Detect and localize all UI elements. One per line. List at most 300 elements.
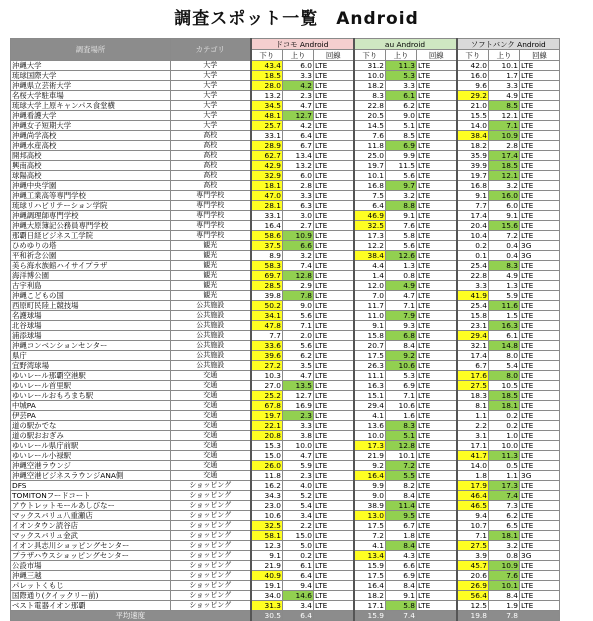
cell-docomo-up: 5.9 xyxy=(283,461,314,471)
cell-place: 北谷球場 xyxy=(11,321,171,331)
cell-category: 大学 xyxy=(171,71,251,81)
cell-au-line: LTE xyxy=(417,531,457,541)
cell-docomo-up: 7.8 xyxy=(283,291,314,301)
cell-docomo-up: 6.7 xyxy=(283,141,314,151)
cell-docomo-up: 6.0 xyxy=(283,171,314,181)
cell-place: 浦添球場 xyxy=(11,331,171,341)
cell-softbank-line: LTE xyxy=(520,461,560,471)
cell-docomo-down: 67.8 xyxy=(251,401,283,411)
cell-au-line: LTE xyxy=(417,581,457,591)
cell-docomo-up: 6.2 xyxy=(283,351,314,361)
cell-docomo-down: 32.5 xyxy=(251,521,283,531)
cell-docomo-down: 28.5 xyxy=(251,281,283,291)
table-row xyxy=(11,181,560,191)
cell-au-down: 17.3 xyxy=(354,441,386,451)
cell-docomo-up: 4.7 xyxy=(283,101,314,111)
cell-au-up: 6.2 xyxy=(386,101,417,111)
cell-au-down: 7.0 xyxy=(354,291,386,301)
cell-docomo-down: 58.3 xyxy=(251,261,283,271)
table-row xyxy=(11,581,560,591)
table-row xyxy=(11,491,560,501)
table-row xyxy=(11,591,560,601)
cell-au-line: LTE xyxy=(417,201,457,211)
cell-category: ショッピング xyxy=(171,531,251,541)
cell-softbank-up: 18.1 xyxy=(489,531,520,541)
cell-place: 那覇日経ビジネス工学院 xyxy=(11,231,171,241)
cell-docomo-down: 8.9 xyxy=(251,251,283,261)
cell-au-down: 4.1 xyxy=(354,411,386,421)
header-au: au Android xyxy=(354,39,457,50)
cell-softbank-up: 3.2 xyxy=(489,181,520,191)
cell-au-up: 9.3 xyxy=(386,321,417,331)
cell-docomo-line: LTE xyxy=(314,81,354,91)
cell-au-down: 19.7 xyxy=(354,161,386,171)
cell-docomo-line: LTE xyxy=(314,541,354,551)
cell-docomo-up: 13.5 xyxy=(283,381,314,391)
average-row xyxy=(11,611,560,621)
cell-softbank-up: 7.6 xyxy=(489,571,520,581)
cell-softbank-line: LTE xyxy=(520,561,560,571)
table-row xyxy=(11,151,560,161)
table-row xyxy=(11,111,560,121)
cell-softbank-up: 1.9 xyxy=(489,601,520,611)
table-row xyxy=(11,81,560,91)
cell-docomo-line: LTE xyxy=(314,581,354,591)
cell-docomo-down: 13.2 xyxy=(251,91,283,101)
cell-docomo-down: 10.6 xyxy=(251,511,283,521)
cell-au-up: 8.4 xyxy=(386,581,417,591)
cell-softbank-down: 16.0 xyxy=(457,71,489,81)
cell-au-line: LTE xyxy=(417,471,457,481)
cell-docomo-up: 3.3 xyxy=(283,71,314,81)
cell-au-down: 17.1 xyxy=(354,601,386,611)
cell-softbank-up: 10.9 xyxy=(489,561,520,571)
table-row xyxy=(11,91,560,101)
cell-category: ショッピング xyxy=(171,561,251,571)
cell-softbank-down: 2.2 xyxy=(457,421,489,431)
cell-au-line: LTE xyxy=(417,501,457,511)
cell-softbank-up: 10.0 xyxy=(489,441,520,451)
cell-au-down: 16.3 xyxy=(354,381,386,391)
cell-au-up: 9.7 xyxy=(386,181,417,191)
cell-docomo-down: 47.8 xyxy=(251,321,283,331)
header-up: 上り xyxy=(283,50,314,61)
cell-softbank-line: LTE xyxy=(520,101,560,111)
cell-au-down: 13.6 xyxy=(354,421,386,431)
table-row xyxy=(11,441,560,451)
cell-softbank-up: 9.1 xyxy=(489,211,520,221)
cell-docomo-up: 3.8 xyxy=(283,431,314,441)
cell-au-up: 12.8 xyxy=(386,441,417,451)
cell-place: 沖縄調理師専門学校 xyxy=(11,211,171,221)
cell-au-down: 11.0 xyxy=(354,311,386,321)
cell-docomo-line: LTE xyxy=(314,101,354,111)
cell-softbank-line: LTE xyxy=(520,91,560,101)
cell-softbank-up: 11.3 xyxy=(489,451,520,461)
cell-au-line: LTE xyxy=(417,541,457,551)
cell-docomo-up: 5.6 xyxy=(283,311,314,321)
cell-au-up: 6.9 xyxy=(386,381,417,391)
cell-au-line: LTE xyxy=(417,391,457,401)
cell-softbank-down: 29.2 xyxy=(457,91,489,101)
cell-au-line: LTE xyxy=(417,451,457,461)
cell-category: 高校 xyxy=(171,171,251,181)
cell-softbank-up: 1.7 xyxy=(489,71,520,81)
cell-docomo-down: 28.9 xyxy=(251,141,283,151)
cell-place: 国際通り(クイックリー前) xyxy=(11,591,171,601)
cell-place: 名護球場 xyxy=(11,311,171,321)
cell-au-down: 4.1 xyxy=(354,541,386,551)
cell-softbank-line: LTE xyxy=(520,261,560,271)
cell-category: 高校 xyxy=(171,131,251,141)
cell-au-up: 11.5 xyxy=(386,161,417,171)
cell-place: マックスバリュ八重瀬店 xyxy=(11,511,171,521)
cell-au-line: LTE xyxy=(417,341,457,351)
cell-docomo-down: 69.7 xyxy=(251,271,283,281)
cell-docomo-line: LTE xyxy=(314,71,354,81)
cell-softbank-down: 42.0 xyxy=(457,61,489,71)
table-row xyxy=(11,161,560,171)
cell-au-down: 6.4 xyxy=(354,201,386,211)
cell-softbank-line: LTE xyxy=(520,511,560,521)
cell-docomo-line: LTE xyxy=(314,251,354,261)
cell-docomo-up: 0.2 xyxy=(283,551,314,561)
cell-au-up: 11.3 xyxy=(386,61,417,71)
cell-docomo-up: 2.0 xyxy=(283,331,314,341)
cell-au-down: 9.2 xyxy=(354,461,386,471)
cell-softbank-up: 3.3 xyxy=(489,81,520,91)
cell-docomo-down: 40.9 xyxy=(251,571,283,581)
header-up: 上り xyxy=(489,50,520,61)
cell-softbank-line: LTE xyxy=(520,131,560,141)
cell-au-down: 15.1 xyxy=(354,391,386,401)
cell-au-up: 10.6 xyxy=(386,361,417,371)
cell-softbank-down: 14.0 xyxy=(457,461,489,471)
cell-au-up: 0.8 xyxy=(386,271,417,281)
cell-place: 美ら海水族館ハイサイプラザ xyxy=(11,261,171,271)
cell-docomo-line: LTE xyxy=(314,391,354,401)
cell-au-up: 8.4 xyxy=(386,541,417,551)
table-row xyxy=(11,451,560,461)
cell-place: プラザハウスショッピングセンター xyxy=(11,551,171,561)
cell-au-down: 8.3 xyxy=(354,91,386,101)
cell-softbank-down: 17.4 xyxy=(457,351,489,361)
cell-place: 開邦高校 xyxy=(11,151,171,161)
cell-category: 公共施設 xyxy=(171,301,251,311)
table-row xyxy=(11,281,560,291)
cell-docomo-down: 18.1 xyxy=(251,181,283,191)
table-row xyxy=(11,391,560,401)
cell-au-line: LTE xyxy=(417,321,457,331)
cell-au-line: LTE xyxy=(417,221,457,231)
cell-docomo-up: 4.2 xyxy=(283,121,314,131)
cell-place: 沖縄尚学高校 xyxy=(11,131,171,141)
avg-softbank-up: 7.8 xyxy=(489,611,520,621)
cell-au-up: 9.1 xyxy=(386,211,417,221)
cell-place: 沖縄女子短期大学 xyxy=(11,121,171,131)
cell-category: 交通 xyxy=(171,421,251,431)
cell-docomo-up: 6.3 xyxy=(283,201,314,211)
cell-docomo-up: 2.9 xyxy=(283,281,314,291)
table-row xyxy=(11,291,560,301)
cell-docomo-up: 12.7 xyxy=(283,391,314,401)
cell-docomo-down: 39.8 xyxy=(251,291,283,301)
cell-softbank-up: 7.1 xyxy=(489,121,520,131)
table-row xyxy=(11,261,560,271)
cell-au-line: LTE xyxy=(417,181,457,191)
cell-softbank-up: 10.1 xyxy=(489,61,520,71)
header-down: 下り xyxy=(354,50,386,61)
cell-softbank-down: 12.5 xyxy=(457,601,489,611)
cell-softbank-line: LTE xyxy=(520,591,560,601)
cell-softbank-up: 0.4 xyxy=(489,241,520,251)
table-row xyxy=(11,511,560,521)
cell-place: 海洋博公園 xyxy=(11,271,171,281)
cell-softbank-line: LTE xyxy=(520,421,560,431)
cell-au-line: LTE xyxy=(417,431,457,441)
cell-au-up: 6.1 xyxy=(386,91,417,101)
cell-au-up: 9.2 xyxy=(386,351,417,361)
cell-au-down: 7.2 xyxy=(354,531,386,541)
cell-docomo-down: 33.1 xyxy=(251,131,283,141)
cell-docomo-line: LTE xyxy=(314,561,354,571)
cell-au-line: LTE xyxy=(417,251,457,261)
cell-place: 道の駅かでな xyxy=(11,421,171,431)
cell-docomo-down: 62.7 xyxy=(251,151,283,161)
header-row-carriers xyxy=(11,39,560,50)
cell-au-up: 8.2 xyxy=(386,481,417,491)
cell-au-up: 8.4 xyxy=(386,341,417,351)
table-body xyxy=(11,61,560,611)
cell-docomo-down: 15.0 xyxy=(251,451,283,461)
cell-softbank-up: 17.3 xyxy=(489,481,520,491)
cell-au-down: 7.6 xyxy=(354,131,386,141)
cell-docomo-line: LTE xyxy=(314,151,354,161)
cell-place: 沖縄看護大学 xyxy=(11,111,171,121)
header-down: 下り xyxy=(457,50,489,61)
cell-softbank-line: LTE xyxy=(520,201,560,211)
table-row xyxy=(11,271,560,281)
cell-place: マックスバリュ金武 xyxy=(11,531,171,541)
cell-category: 観光 xyxy=(171,271,251,281)
cell-docomo-down: 32.9 xyxy=(251,171,283,181)
cell-softbank-up: 12.1 xyxy=(489,111,520,121)
cell-docomo-line: LTE xyxy=(314,301,354,311)
cell-docomo-line: LTE xyxy=(314,121,354,131)
cell-docomo-down: 34.1 xyxy=(251,311,283,321)
cell-docomo-up: 5.6 xyxy=(283,341,314,351)
cell-au-up: 6.6 xyxy=(386,561,417,571)
cell-docomo-down: 22.1 xyxy=(251,421,283,431)
cell-softbank-up: 0.2 xyxy=(489,421,520,431)
cell-softbank-up: 6.2 xyxy=(489,511,520,521)
cell-docomo-down: 7.7 xyxy=(251,331,283,341)
cell-softbank-up: 2.8 xyxy=(489,141,520,151)
cell-place: ベスト電器イオン那覇 xyxy=(11,601,171,611)
cell-softbank-up: 12.1 xyxy=(489,171,520,181)
cell-softbank-up: 17.4 xyxy=(489,151,520,161)
cell-softbank-down: 45.7 xyxy=(457,561,489,571)
cell-au-line: LTE xyxy=(417,351,457,361)
table-row xyxy=(11,71,560,81)
cell-docomo-line: LTE xyxy=(314,241,354,251)
cell-softbank-down: 10.7 xyxy=(457,521,489,531)
cell-softbank-down: 17.1 xyxy=(457,441,489,451)
cell-softbank-down: 18.2 xyxy=(457,141,489,151)
table-row xyxy=(11,61,560,71)
cell-au-up: 6.7 xyxy=(386,521,417,531)
cell-place: 沖縄空港ビジネスラウンジANA側 xyxy=(11,471,171,481)
table-row xyxy=(11,561,560,571)
cell-place: 球陽高校 xyxy=(11,171,171,181)
cell-softbank-down: 7.7 xyxy=(457,201,489,211)
cell-au-down: 21.9 xyxy=(354,451,386,461)
table-row xyxy=(11,571,560,581)
cell-au-down: 46.9 xyxy=(354,211,386,221)
cell-au-line: LTE xyxy=(417,71,457,81)
cell-docomo-up: 3.4 xyxy=(283,511,314,521)
avg-softbank-down: 19.8 xyxy=(457,611,489,621)
table-row xyxy=(11,521,560,531)
cell-softbank-line: LTE xyxy=(520,321,560,331)
cell-au-down: 10.0 xyxy=(354,71,386,81)
cell-docomo-line: LTE xyxy=(314,461,354,471)
cell-au-down: 18.2 xyxy=(354,591,386,601)
cell-softbank-up: 0.2 xyxy=(489,411,520,421)
cell-docomo-down: 58.6 xyxy=(251,231,283,241)
cell-category: ショッピング xyxy=(171,581,251,591)
cell-docomo-line: LTE xyxy=(314,201,354,211)
cell-docomo-up: 12.7 xyxy=(283,111,314,121)
cell-category: 大学 xyxy=(171,121,251,131)
cell-softbank-down: 27.5 xyxy=(457,541,489,551)
cell-au-up: 1.8 xyxy=(386,531,417,541)
cell-category: 観光 xyxy=(171,291,251,301)
cell-au-line: LTE xyxy=(417,301,457,311)
cell-docomo-down: 37.5 xyxy=(251,241,283,251)
cell-au-line: LTE xyxy=(417,511,457,521)
cell-docomo-line: LTE xyxy=(314,111,354,121)
cell-au-up: 8.8 xyxy=(386,201,417,211)
cell-docomo-down: 42.9 xyxy=(251,161,283,171)
cell-softbank-line: LTE xyxy=(520,431,560,441)
cell-au-line: LTE xyxy=(417,481,457,491)
cell-category: 交通 xyxy=(171,431,251,441)
cell-au-down: 17.5 xyxy=(354,351,386,361)
cell-docomo-line: LTE xyxy=(314,521,354,531)
cell-docomo-down: 34.5 xyxy=(251,101,283,111)
cell-au-up: 5.6 xyxy=(386,241,417,251)
table-row xyxy=(11,401,560,411)
cell-softbank-line: LTE xyxy=(520,291,560,301)
cell-au-up: 10.1 xyxy=(386,451,417,461)
cell-docomo-down: 39.6 xyxy=(251,351,283,361)
cell-place: 宜野湾球場 xyxy=(11,361,171,371)
cell-au-line: LTE xyxy=(417,131,457,141)
cell-docomo-line: LTE xyxy=(314,161,354,171)
cell-softbank-line: LTE xyxy=(520,61,560,71)
table-row xyxy=(11,311,560,321)
cell-softbank-down: 29.4 xyxy=(457,331,489,341)
cell-category: 高校 xyxy=(171,161,251,171)
cell-au-down: 18.2 xyxy=(354,81,386,91)
cell-softbank-up: 8.3 xyxy=(489,261,520,271)
cell-softbank-line: LTE xyxy=(520,571,560,581)
cell-softbank-up: 4.9 xyxy=(489,271,520,281)
cell-category: 大学 xyxy=(171,91,251,101)
table-row xyxy=(11,341,560,351)
cell-softbank-line: LTE xyxy=(520,221,560,231)
cell-softbank-down: 9.6 xyxy=(457,81,489,91)
cell-softbank-down: 16.8 xyxy=(457,181,489,191)
cell-softbank-line: LTE xyxy=(520,371,560,381)
cell-softbank-line: 3G xyxy=(520,551,560,561)
cell-softbank-line: LTE xyxy=(520,381,560,391)
cell-docomo-up: 3.3 xyxy=(283,191,314,201)
cell-au-up: 8.5 xyxy=(386,131,417,141)
cell-docomo-line: LTE xyxy=(314,421,354,431)
cell-au-line: LTE xyxy=(417,361,457,371)
cell-au-up: 5.5 xyxy=(386,471,417,481)
cell-softbank-up: 10.1 xyxy=(489,581,520,591)
cell-au-down: 9.1 xyxy=(354,321,386,331)
cell-au-line: LTE xyxy=(417,171,457,181)
cell-au-up: 6.9 xyxy=(386,141,417,151)
cell-au-down: 13.0 xyxy=(354,511,386,521)
table-row xyxy=(11,211,560,221)
cell-place: 琉球リハビリテーション学院 xyxy=(11,201,171,211)
cell-softbank-line: 3G xyxy=(520,471,560,481)
average-label: 平均速度 xyxy=(11,611,251,621)
cell-docomo-line: LTE xyxy=(314,341,354,351)
cell-softbank-down: 46.4 xyxy=(457,491,489,501)
cell-place: 西原町民陸上競技場 xyxy=(11,301,171,311)
cell-softbank-down: 6.7 xyxy=(457,361,489,371)
cell-category: ショッピング xyxy=(171,491,251,501)
cell-category: 専門学校 xyxy=(171,201,251,211)
cell-docomo-down: 19.7 xyxy=(251,411,283,421)
cell-place: 沖縄県立芸術大学 xyxy=(11,81,171,91)
cell-docomo-line: LTE xyxy=(314,291,354,301)
table-row xyxy=(11,331,560,341)
cell-softbank-up: 7.4 xyxy=(489,491,520,501)
cell-category: 交通 xyxy=(171,451,251,461)
cell-category: ショッピング xyxy=(171,601,251,611)
header-softbank: ソフトバンク Android xyxy=(457,39,560,50)
cell-softbank-up: 0.5 xyxy=(489,461,520,471)
cell-category: ショッピング xyxy=(171,591,251,601)
cell-au-up: 7.9 xyxy=(386,311,417,321)
cell-softbank-down: 20.4 xyxy=(457,221,489,231)
cell-docomo-line: LTE xyxy=(314,491,354,501)
cell-softbank-line: LTE xyxy=(520,401,560,411)
cell-category: 交通 xyxy=(171,411,251,421)
cell-docomo-up: 5.0 xyxy=(283,541,314,551)
cell-au-up: 1.6 xyxy=(386,411,417,421)
cell-softbank-line: LTE xyxy=(520,171,560,181)
table-row xyxy=(11,501,560,511)
cell-category: 高校 xyxy=(171,181,251,191)
cell-place: ゆいレール小禄駅 xyxy=(11,451,171,461)
cell-docomo-line: LTE xyxy=(314,271,354,281)
cell-docomo-line: LTE xyxy=(314,601,354,611)
cell-au-down: 14.5 xyxy=(354,121,386,131)
cell-au-up: 3.3 xyxy=(386,81,417,91)
cell-au-up: 5.8 xyxy=(386,601,417,611)
cell-au-line: LTE xyxy=(417,411,457,421)
cell-softbank-line: LTE xyxy=(520,531,560,541)
cell-softbank-line: LTE xyxy=(520,141,560,151)
